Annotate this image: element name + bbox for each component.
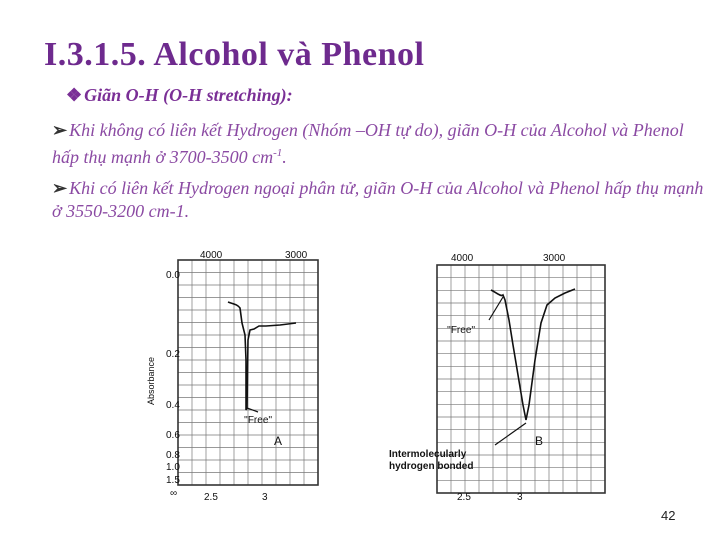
spectrum-a-y-tick: 0.6 bbox=[166, 430, 180, 441]
page-number: 42 bbox=[661, 508, 676, 523]
spectrum-a-ylabel: Absorbance bbox=[146, 356, 156, 405]
spectrum-a-top-tick: 4000 bbox=[200, 250, 223, 261]
bullet-1 bbox=[52, 119, 707, 169]
spectrum-a-y-tick: 0.4 bbox=[166, 400, 180, 411]
spectrum-a-x-tick: 2.5 bbox=[204, 492, 218, 503]
bullet-1-text: Khi không có liên kết Hydrogen (Nhóm –OH tự do), giãn O-H của Alcohol và Phenol hấp thụ mạnh ở 3700-3500 cm bbox=[52, 120, 684, 167]
subheading-text: Giãn O-H (O-H stretching): bbox=[84, 85, 293, 105]
arrow-bullet-icon: ➢ bbox=[52, 178, 68, 198]
spectrum-a-y-tick: 0.0 bbox=[166, 270, 180, 281]
bullet-2-text: Khi có liên kết Hydrogen ngoại phân tử, giãn O-H của Alcohol và Phenol hấp thụ mạnh ở 3550-3200 cm-1. bbox=[52, 178, 704, 221]
diamond-bullet-icon: ❖ bbox=[66, 85, 83, 105]
arrow-bullet-icon: ➢ bbox=[52, 120, 68, 140]
spectrum-b-x-tick: 3 bbox=[517, 492, 523, 503]
spectrum-b-bonded-label-1: Intermolecularly bbox=[389, 449, 467, 460]
spectrum-a-y-tick: 1.5 bbox=[166, 475, 180, 486]
spectrum-a-free-label: ''Free'' bbox=[244, 415, 273, 426]
spectrum-a-figure bbox=[140, 240, 330, 505]
spectrum-b-figure bbox=[385, 245, 610, 507]
bullet-1-end: . bbox=[282, 147, 287, 167]
spectrum-b-panel-label: B bbox=[535, 434, 544, 448]
spectrum-b-free-label: ''Free'' bbox=[447, 325, 476, 336]
bullet-1-sup: -1 bbox=[273, 147, 283, 159]
spectrum-a-y-tick: ∞ bbox=[170, 488, 178, 499]
spectrum-a-y-tick: 1.0 bbox=[166, 462, 180, 473]
spectrum-b-top-tick: 4000 bbox=[451, 253, 474, 264]
slide-title: I.3.1.5. Alcohol và Phenol bbox=[44, 36, 425, 73]
subheading bbox=[66, 85, 293, 106]
spectrum-b-bonded-label-2: hydrogen bonded bbox=[389, 461, 474, 472]
spectrum-b-x-tick: 2.5 bbox=[457, 492, 471, 503]
spectrum-b-top-tick: 3000 bbox=[543, 253, 566, 264]
spectrum-a-y-tick: 0.8 bbox=[166, 450, 180, 461]
spectrum-a-svg bbox=[140, 240, 330, 505]
spectrum-b-svg bbox=[385, 245, 610, 507]
spectrum-a-x-tick: 3 bbox=[262, 492, 268, 503]
spectrum-a-panel-label: A bbox=[274, 434, 283, 448]
bullet-2 bbox=[52, 177, 707, 223]
spectrum-a-top-tick: 3000 bbox=[285, 250, 308, 261]
spectrum-a-y-tick: 0.2 bbox=[166, 349, 180, 360]
